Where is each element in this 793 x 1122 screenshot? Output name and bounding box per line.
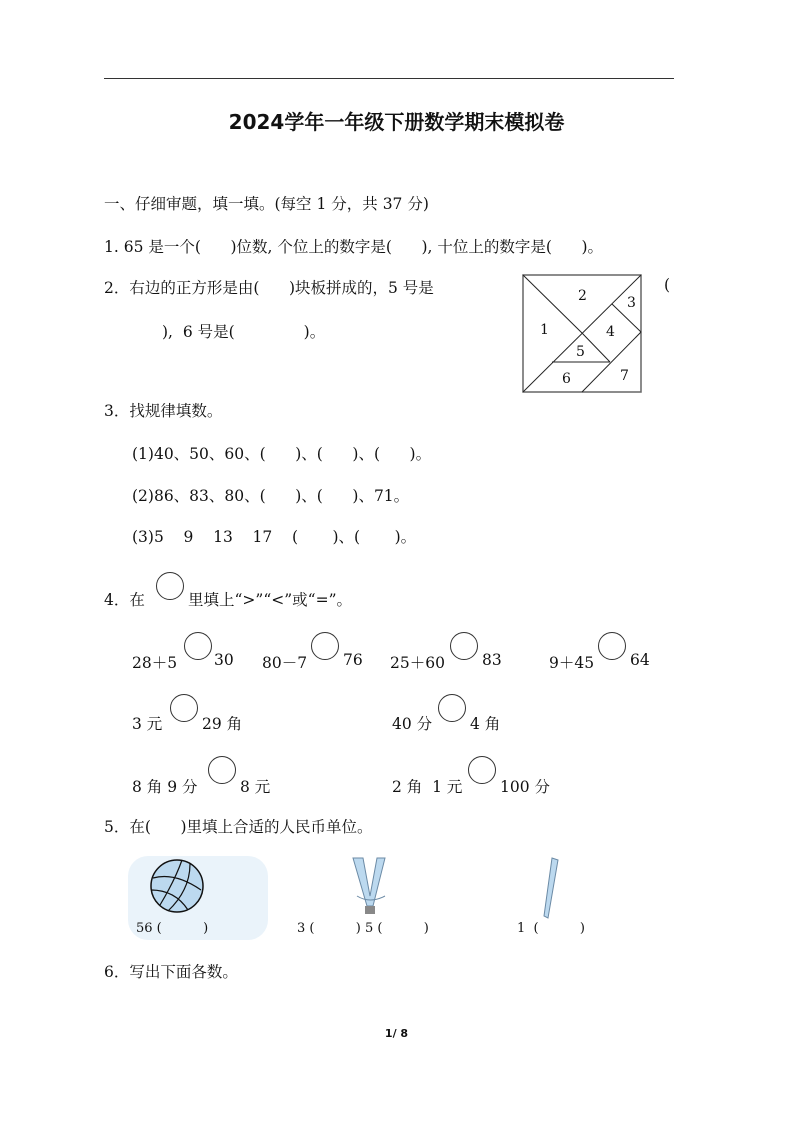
comparison-circle[interactable] <box>170 694 198 722</box>
tangram-label: 5 <box>576 344 585 360</box>
compare-left: 80－7 <box>262 654 308 672</box>
question-3-2: (2)86、83、80、( )、( )、71。 <box>132 487 410 505</box>
question-1: 1. 65 是一个( )位数, 个位上的数字是( ), 十位上的数字是( )。 <box>104 238 604 256</box>
tangram-label: 6 <box>562 371 571 387</box>
item-label-pencil: 1 ( ) <box>517 921 586 936</box>
comparison-circle[interactable] <box>438 694 466 722</box>
page-number: 1/ 8 <box>384 1027 409 1040</box>
section-heading: 一、仔细审题，填一填。(每空 1 分，共 37 分) <box>104 195 429 213</box>
compare-left: 25＋60 <box>390 654 445 672</box>
compare-right: 30 <box>214 651 234 669</box>
question-2-cont: ), 6 号是( )。 <box>162 323 326 341</box>
comparison-circle <box>156 572 184 600</box>
compare-right: 29 角 <box>202 715 243 733</box>
compare-right: 4 角 <box>470 715 501 733</box>
question-2-paren: ( <box>664 276 671 294</box>
tangram-label: 3 <box>627 295 636 311</box>
compare-right: 64 <box>630 651 650 669</box>
comparison-circle[interactable] <box>450 632 478 660</box>
question-5: 5．在( )里填上合适的人民币单位。 <box>104 818 373 836</box>
comparison-circle[interactable] <box>184 632 212 660</box>
tangram-figure <box>522 274 642 393</box>
compare-left: 8 角 9 分 <box>132 778 198 796</box>
item-label-basketball: 56 ( ) <box>136 921 209 936</box>
compare-left: 28＋5 <box>132 654 178 672</box>
tangram-label: 2 <box>578 288 587 304</box>
question-3: 3．找规律填数。 <box>104 402 223 420</box>
comparison-circle[interactable] <box>311 632 339 660</box>
pencil-icon <box>542 856 562 920</box>
compare-right: 100 分 <box>500 778 551 796</box>
compare-right: 83 <box>482 651 502 669</box>
item-label-shuttlecock: 3 ( ) 5 ( ) <box>297 921 429 936</box>
question-6: 6．写出下面各数。 <box>104 963 238 981</box>
comparison-circle[interactable] <box>468 756 496 784</box>
header-rule <box>104 78 674 79</box>
question-4: 4．在 <box>104 591 145 609</box>
shuttlecock-icon <box>345 856 395 918</box>
compare-left: 3 元 <box>132 715 163 733</box>
compare-left: 9＋45 <box>549 654 595 672</box>
comparison-circle[interactable] <box>598 632 626 660</box>
tangram-label: 7 <box>620 368 629 384</box>
comparison-circle[interactable] <box>208 756 236 784</box>
compare-left: 2 角 1 元 <box>392 778 463 796</box>
question-2: 2．右边的正方形是由( )块板拼成的，5 号是 <box>104 279 434 297</box>
compare-left: 40 分 <box>392 715 433 733</box>
tangram-label: 1 <box>540 322 549 338</box>
question-4-cont: 里填上“>”“<”或“=”。 <box>188 591 353 609</box>
tangram-label: 4 <box>606 324 615 340</box>
question-3-1: (1)40、50、60、( )、( )、( )。 <box>132 445 432 463</box>
compare-right: 76 <box>343 651 363 669</box>
page-title: 2024学年一年级下册数学期末模拟卷 <box>228 110 565 134</box>
question-3-3: (3)5 9 13 17 ( )、( )。 <box>132 528 417 546</box>
compare-right: 8 元 <box>240 778 271 796</box>
